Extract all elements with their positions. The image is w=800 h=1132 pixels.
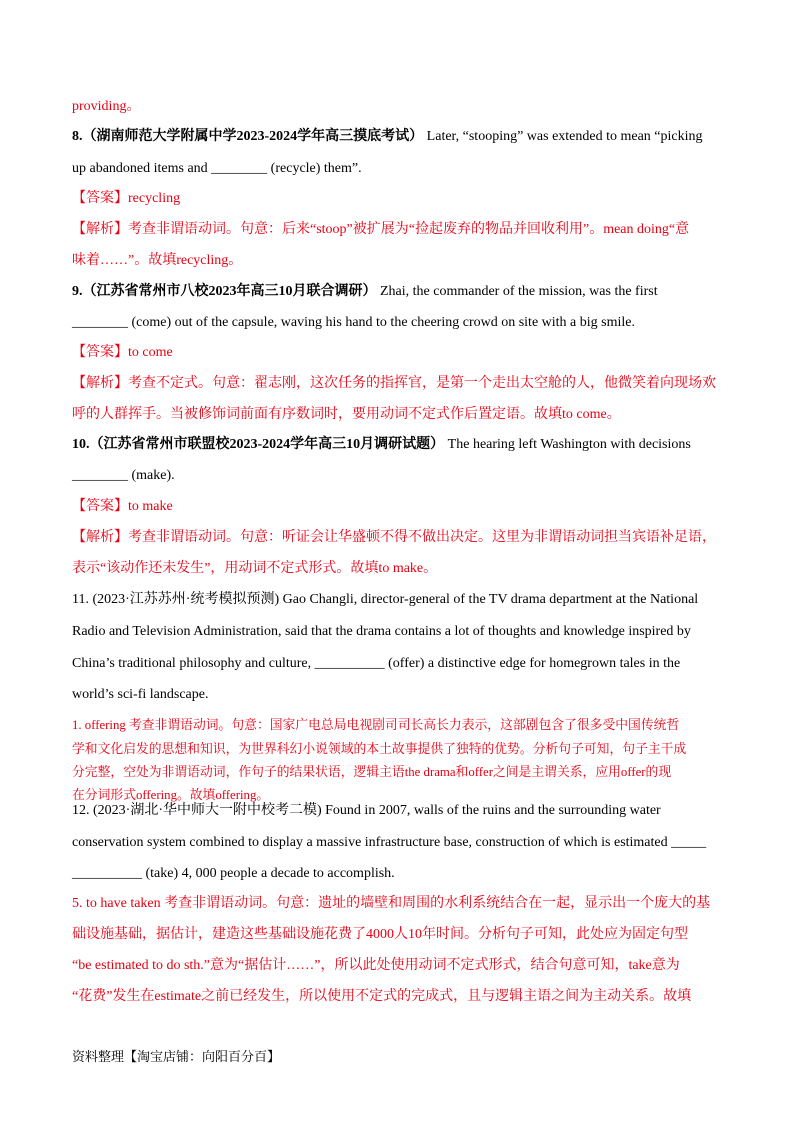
analysis-line: 学和文化启发的思想和知识，为世界科幻小说领域的本土故事提供了独特的优势。分析句子可知，句子主干成 [72, 742, 687, 756]
analysis-line: 表示“该动作还未发生”，用动词不定式形式。故填to make。 [72, 561, 438, 576]
analysis-line: 分完整，空处为非谓语动词，作句子的结果状语，逻辑主语the drama和offer之间是主谓关系，应用offer的现 [72, 765, 672, 779]
analysis-line: 【解析】考查非谓语动词。句意：后来“stoop”被扩展为“捡起废弃的物品并回收利用”。mean doing“意 [72, 222, 690, 237]
analysis-line: 在分词形式offering。故填offering。 [72, 788, 270, 802]
text-line: ________ (come) out of the capsule, waving his hand to the cheering crowd on site with a big smile. [72, 315, 635, 330]
text-line: providing。 [72, 99, 141, 114]
analysis-line: 味着……”。故填recycling。 [72, 253, 243, 268]
text-line: __________ (take) 4, 000 people a decade to accomplish. [72, 866, 395, 881]
analysis-line: 1. offering 考查非谓语动词。句意：国家广电总局电视剧司司长高长力表示，这部剧包含了很多受中国传统哲 [72, 718, 680, 732]
question-source: 9.（江苏省常州市八校2023年高三10月联合调研） [72, 284, 377, 299]
question-source: 10.（江苏省常州市联盟校2023-2024学年高三10月调研试题） [72, 437, 445, 452]
question-text: Later, “stooping” was extended to mean “picking [426, 129, 703, 144]
text-line: up abandoned items and ________ (recycle) them”. [72, 161, 362, 176]
question-10 [72, 436, 691, 454]
answer-line: 【答案】to come [72, 345, 173, 360]
answer-line: 【答案】to make [72, 499, 173, 514]
analysis-line: “be estimated to do sth.”意为“据估计……”，所以此处使用动词不定式形式，结合句意可知，take意为 [72, 958, 680, 973]
answer-line: 【答案】recycling [72, 191, 181, 206]
analysis-line: 5. to have taken 考查非谓语动词。句意：遗址的墙壁和周围的水利系统结合在一起，显示出一个庞大的基 [72, 896, 711, 911]
question-source: 8.（湖南师范大学附属中学2023-2024学年高三摸底考试） [72, 129, 424, 144]
question-11: 11. (2023·江苏苏州·统考模拟预测) Gao Changli, director-general of the TV drama department at the National [72, 592, 699, 607]
analysis-line: 础设施基础，据估计，建造这些基础设施花费了4000人10年时间。分析句子可知，此处应为固定句型 [72, 927, 688, 942]
text-line: ________ (make). [72, 468, 175, 483]
question-9 [72, 283, 658, 301]
analysis-line: 【解析】考查非谓语动词。句意：听证会让华盛顿不得不做出决定。这里为非谓语动词担当宾语补足语， [72, 530, 716, 545]
text-line: conservation system combined to display a massive infrastructure base, construction of which is estimated _____ [72, 835, 707, 850]
question-text: Zhai, the commander of the mission, was the first [380, 284, 658, 299]
question-8 [72, 128, 703, 146]
question-12: 12. (2023·湖北·华中师大一附中校考二模) Found in 2007, walls of the ruins and the surrounding water [72, 803, 661, 818]
text-line: world’s sci-fi landscape. [72, 687, 209, 702]
text-line: China’s traditional philosophy and culture, __________ (offer) a distinctive edge for homegrown tales in the [72, 656, 681, 671]
question-text: The hearing left Washington with decisions [447, 437, 691, 452]
analysis-line: 呼的人群挥手。当被修饰词前面有序数词时，要用动词不定式作后置定语。故填to come。 [72, 407, 621, 422]
analysis-line: 【解析】考查不定式。句意：翟志刚，这次任务的指挥官，是第一个走出太空舱的人，他微笑着向现场欢 [72, 376, 716, 391]
text-line: Radio and Television Administration, said that the drama contains a lot of thoughts and knowledge inspired by [72, 624, 691, 639]
page-footer: 资料整理【淘宝店铺：向阳百分百】 [72, 1049, 281, 1064]
analysis-line: “花费”发生在estimate之前已经发生，所以使用不定式的完成式，且与逻辑主语之间为主动关系。故填 [72, 989, 692, 1004]
